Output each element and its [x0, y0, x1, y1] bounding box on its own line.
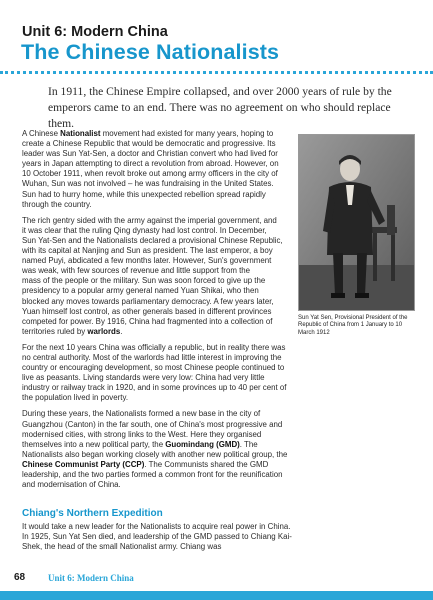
- p2-line: blocked any moves towards parliamentary democracy. A few years later,: [22, 296, 274, 306]
- p2-line: was weak, with few sources of revenue and little support from the: [22, 266, 251, 276]
- unit-label: Unit 6: Modern China: [22, 24, 168, 40]
- p1-text-a: A Chinese: [22, 129, 61, 138]
- p2-line: it was clear that the ruling Qing dynasty had lost control. In December,: [22, 225, 267, 235]
- p4-text-c: . The Communists shared the GMD leadership, and the two parties formed a common front for the reunification and modernisation of China.: [22, 459, 283, 490]
- p2-line: mass of the people or the military. Sun was soon forced to give up the: [22, 276, 266, 286]
- p2-line: Yuan himself lost control, as other generals based in different provinces: [22, 306, 272, 316]
- term-nationalist: Nationalist: [60, 129, 101, 138]
- p2-line: presidency to a popular army general named Yuan Shikai, who then: [22, 286, 259, 296]
- page-title: The Chinese Nationalists: [21, 40, 280, 64]
- p2-line: named Puyi, abdicated a few months later. However, Sun's government: [22, 256, 272, 266]
- p2-line: Sun Yat-Sen and the Nationalists declared a provisional Chinese Republic,: [22, 235, 283, 245]
- section-paragraph: It would take a new leader for the Nationalists to acquire real power in China. In 1925, Sun Yat Sen died, and leadership of the GMD passed to Chiang Kai-Shek, the head of the small Nationalist army. Chiang was: [22, 522, 292, 552]
- term-warlords: warlords: [87, 326, 121, 336]
- term-ccp: Chinese Communist Party (CCP): [22, 459, 145, 469]
- p2-line: with its capital at Nanjing and Sun as president. The last emperor, a boy: [22, 246, 273, 256]
- dotted-divider: [0, 71, 433, 74]
- footer-bar: [0, 591, 433, 600]
- p2-line-last: [22, 327, 291, 337]
- main-column: [22, 129, 291, 496]
- paragraph-1: [22, 129, 288, 210]
- page-number: 68: [14, 572, 26, 583]
- intro-paragraph: In 1911, the Chinese Empire collapsed, and over 2000 years of rule by the emperors came to an end. There was no agreement on who should replace them.: [48, 85, 392, 130]
- photo-caption: Sun Yat Sen, Provisional President of the Republic of China from 1 January to 10 March 1912: [298, 315, 408, 336]
- p4-text-b: . The Nationalists also began working closely with another new political group, the: [22, 439, 288, 459]
- p2-line: The rich gentry sided with the army against the imperial government, and: [22, 215, 277, 225]
- p2-text-last: territories ruled by: [22, 326, 88, 336]
- paragraph-3: For the next 10 years China was officially a republic, but in reality there was no central authority. Most of the warlords had little interest in improving the country or encouraging development, so most Chinese people continued to live as peasants. Living standards were very low: China had very little industry or railway track in 1920, and in some provinces up to 40 per cent of the population lived in poverty.: [22, 342, 287, 403]
- portrait-illustration: [299, 135, 414, 310]
- p2-line: competed for power. By 1916, China had fragmented into a collection of: [22, 316, 273, 326]
- term-guomindang: Guomindang (GMD): [165, 439, 240, 449]
- p2-period: .: [120, 326, 123, 336]
- portrait-photo: [298, 134, 415, 311]
- paragraph-2: [22, 216, 291, 337]
- paragraph-4: [22, 409, 288, 490]
- p1-text-b: movement had existed for many years, hoping to create a Chinese Republic that would be democratic and progressive. Its leader was Sun Yat-Sen, a doctor and Christian convert who had lived for years in Japan attempting to direct a revolution from abroad. However, on 10 October 1911, when revolt broke out among army officers in the city of Wuhan, Sun was not involved – he was fundraising in the United States. Sun had to hurry home, while this unexpected rebellion spread rapidly through the country.: [22, 129, 279, 209]
- p4-text-a: During these years, the Nationalists formed a new base in the city of Guangzhou (Canton) in the far south, one of China's most progressive and modernised cities, with strong links to the West. Here they organised themselves into a new political party, the: [22, 409, 283, 449]
- section-heading: Chiang's Northern Expedition: [22, 508, 163, 519]
- footer-unit-label: Unit 6: Modern China: [48, 573, 134, 583]
